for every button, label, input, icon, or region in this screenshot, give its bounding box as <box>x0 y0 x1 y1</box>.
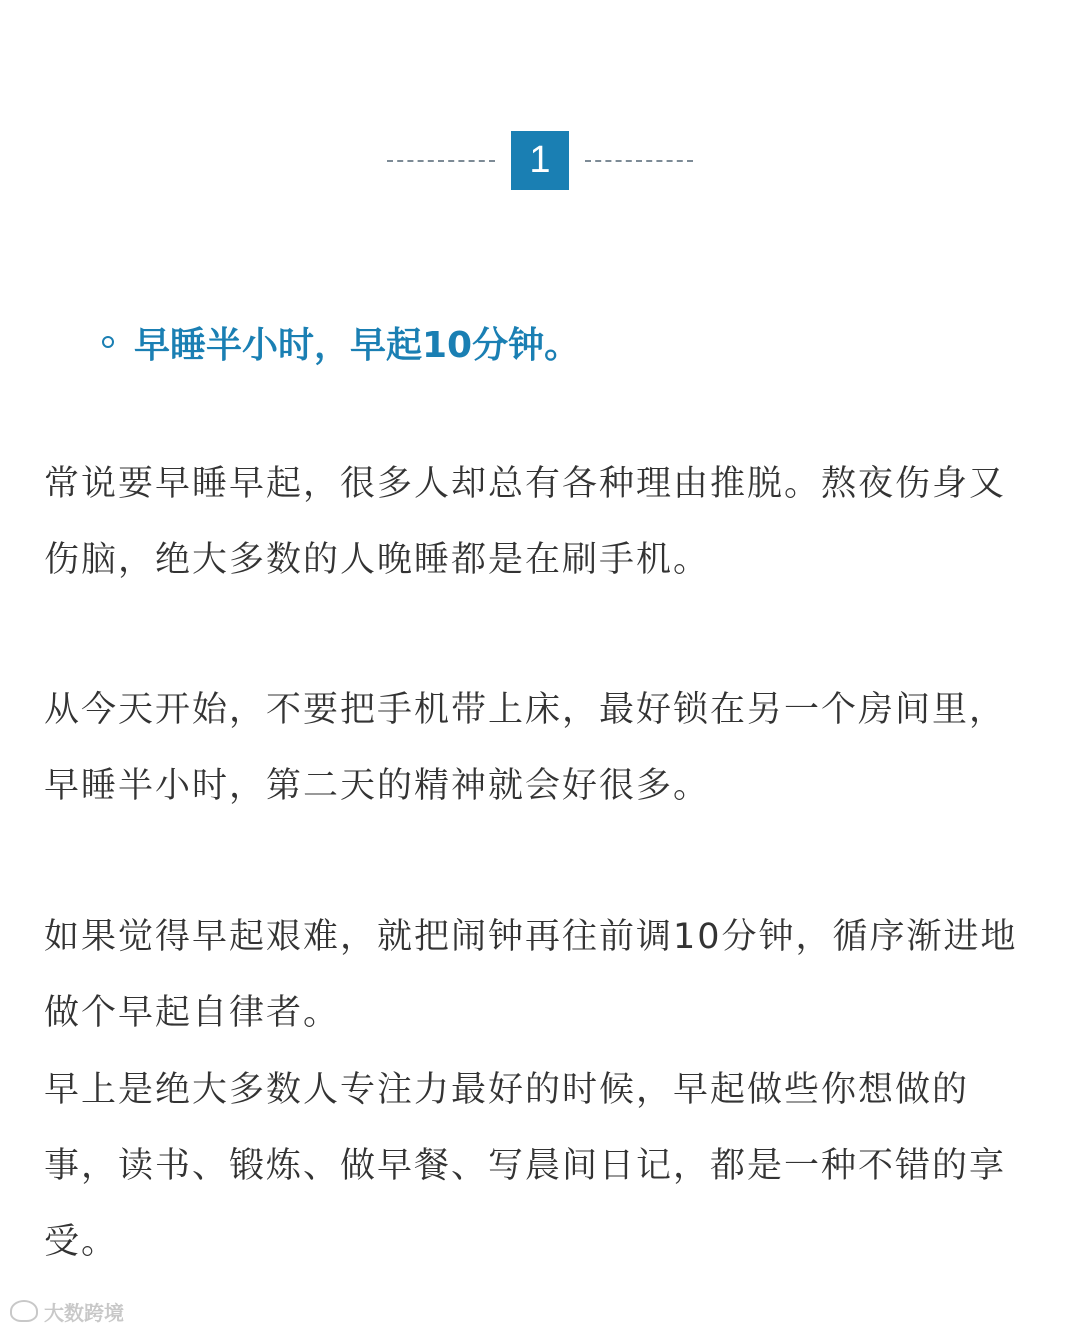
watermark-text: 大数跨境 <box>44 1300 124 1325</box>
paragraph-2: 从今天开始，不要把手机带上床，最好锁在另一个房间里，早睡半小时，第二天的精神就会好很多。 <box>44 690 1007 806</box>
section-header <box>0 131 1080 190</box>
paragraph-4: 早上是绝大多数人专注力最好的时候，早起做些你想做的事，读书、锻炼、做早餐、写晨间日记，都是一种不错的享受。 <box>44 1070 1007 1262</box>
watermark <box>10 1296 124 1326</box>
paragraph-1: 常说要早睡早起，很多人却总有各种理由推脱。熬夜伤身又伤脑，绝大多数的人晚睡都是在刷手机。 <box>44 464 1007 580</box>
subheading <box>102 314 580 370</box>
section-number-badge: 1 <box>511 131 569 190</box>
dashed-divider-left <box>387 160 495 162</box>
circle-bullet-icon <box>102 336 114 348</box>
dashed-divider-right <box>585 160 693 162</box>
paragraph-3: 如果觉得早起艰难，就把闹钟再往前调10分钟，循序渐进地做个早起自律者。 <box>44 917 1018 1033</box>
subheading-text: 早睡半小时，早起10分钟。 <box>134 324 581 366</box>
weibo-logo-icon <box>10 1300 38 1322</box>
